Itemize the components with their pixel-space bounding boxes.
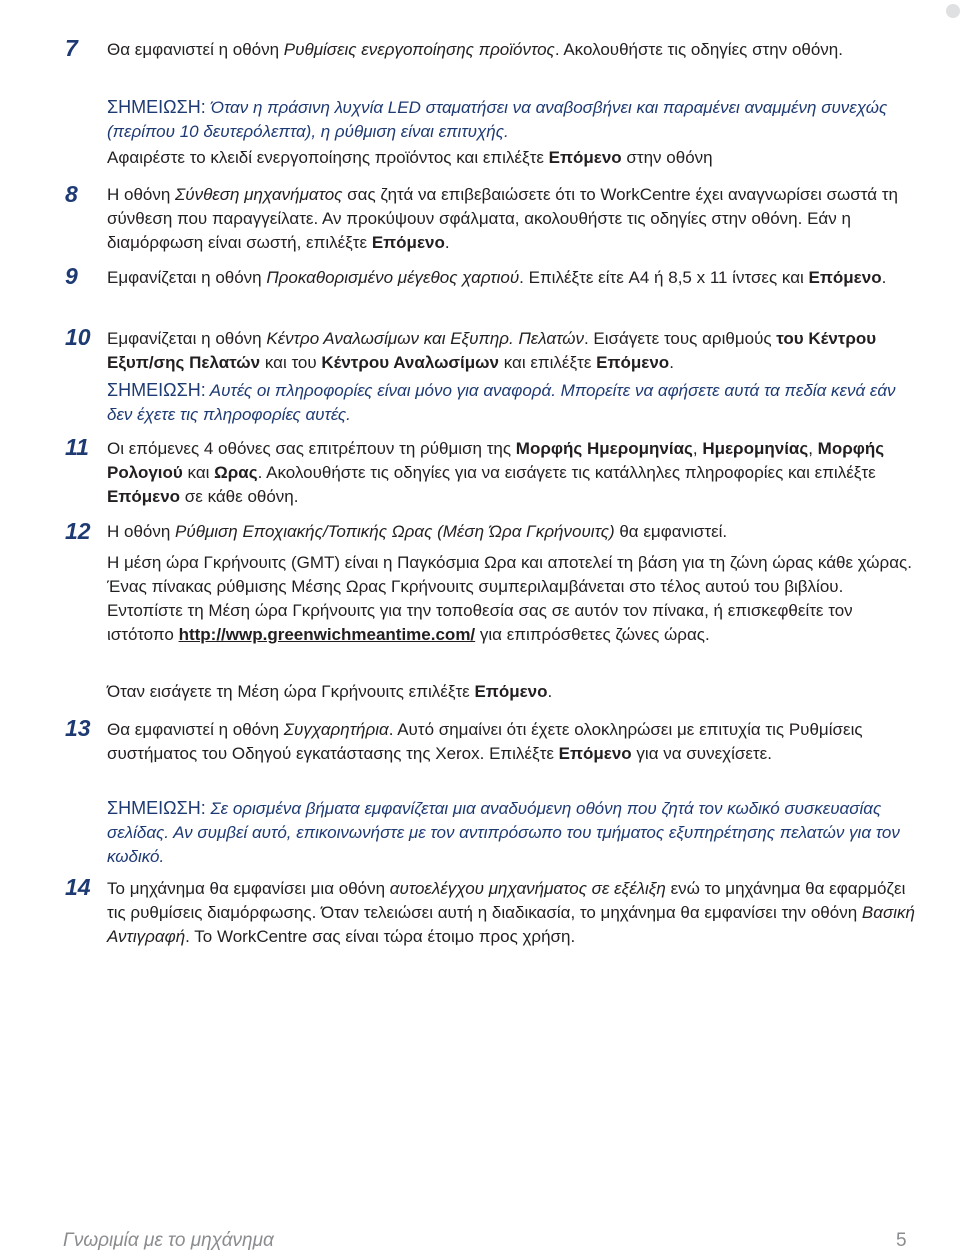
text-run: Όταν εισάγετε τη Μέση ώρα Γκρήνουιτς επιλέξτε <box>107 682 475 701</box>
screen-name: Προκαθορισμένο μέγεθος χαρτιού <box>266 268 520 287</box>
step-number-7: 7 <box>65 35 78 61</box>
text-run: σας ζητά να επιβεβαιώσετε ότι το WorkCentre έχει αναγνωρίσει σωστά τη σύνθεση που παραγγείλατε. Αν προκύψουν σφάλματα, ακολουθήστε τις οδηγίες στην οθόνη. Εάν η διαμόρφωση είναι σωστή, επιλέξτε <box>107 185 898 252</box>
text-run: Εμφανίζεται η οθόνη <box>107 329 267 348</box>
note-text: Σε ορισμένα βήματα εμφανίζεται μια αναδυόμενη οθόνη που ζητά τον κωδικό συσκευασίας σελίδας. Αν συμβεί αυτό, επικοινωνήστε με τον αντιπρόσωπο του τμήματος εξυπηρέτησης πελατών για τον κωδικό. <box>107 799 900 866</box>
next-keyword: Επόμενο <box>107 487 181 506</box>
bold-term: Μορφής Ημερομηνίας <box>515 439 693 458</box>
text-run: ενώ το μηχάνημα θα εφαρμόζει τις ρυθμίσεις διαμόρφωσης. Όταν τελειώσει αυτή η διαδικασία, το μηχάνημα θα εμφανίσει την οθόνη <box>107 879 906 922</box>
text-run: και επιλέξτε <box>499 353 597 372</box>
text-run: . <box>669 353 674 372</box>
bold-term: Ημερομηνίας <box>702 439 809 458</box>
step-number-8: 8 <box>65 181 78 207</box>
text-run: . Ακολουθήστε τις οδηγίες στην οθόνη. <box>554 40 843 59</box>
text-run: και του <box>260 353 322 372</box>
screen-name: Συγχαρητήρια <box>283 720 389 739</box>
screen-name: αυτοελέγχου μηχανήματος σε εξέλιξη <box>389 879 666 898</box>
text-run: . Επιλέξτε είτε A4 ή 8,5 x 11 ίντσες και <box>519 268 809 287</box>
text-run: , <box>692 439 703 458</box>
text-run: στην οθόνη <box>621 148 713 167</box>
text-run: . Το WorkCentre σας είναι τώρα έτοιμο προς χρήση. <box>185 927 576 946</box>
step-number-11: 11 <box>65 434 89 460</box>
step-number-14: 14 <box>65 874 91 900</box>
text-run: . Αυτό σημαίνει ότι έχετε ολοκληρώσει με επιτυχία τις Ρυθμίσεις συστήματος του Οδηγού εγκατάστασης της Xerox. Επιλέξτε <box>107 720 863 763</box>
text-run: Το μηχάνημα θα εμφανίσει μια οθόνη <box>107 879 390 898</box>
text-run: . Ακολουθήστε τις οδηγίες για να εισάγετε τις κατάλληλες πληροφορίες και επιλέξτε <box>257 463 876 482</box>
next-keyword: Επόμενο <box>558 744 632 763</box>
text-run: Η οθόνη <box>107 522 176 541</box>
step-10-instruction <box>107 327 915 375</box>
next-keyword: Επόμενο <box>596 353 670 372</box>
footer-page-number: 5 <box>896 1230 907 1251</box>
step-7-remove-key <box>107 146 915 170</box>
step-12-instruction <box>107 520 915 544</box>
note-label: ΣΗΜΕΙΩΣΗ: <box>107 97 206 117</box>
text-run: Οι επόμενες 4 οθόνες σας επιτρέπουν τη ρύθμιση της <box>107 439 516 458</box>
step-13-note <box>107 796 915 869</box>
step-14-instruction <box>107 877 915 949</box>
bold-term: Ωρας <box>214 463 258 482</box>
screen-name: Βασική Αντιγραφή <box>107 903 915 946</box>
step-10-note <box>107 378 915 427</box>
next-keyword: Επόμενο <box>474 682 548 701</box>
text-run: Η οθόνη <box>107 185 176 204</box>
step-number-10: 10 <box>65 324 91 350</box>
step-11-instruction <box>107 437 915 509</box>
text-run: . <box>881 268 887 287</box>
bold-term: Μορφής Ρολογιού <box>107 439 885 482</box>
step-number-13: 13 <box>65 715 91 741</box>
text-run: Εμφανίζεται η οθόνη <box>107 268 267 287</box>
step-number-12: 12 <box>65 518 91 544</box>
step-9-instruction <box>107 266 915 290</box>
text-run: Η μέση ώρα Γκρήνουιτς (GMT) είναι η Παγκόσμια Ωρα και αποτελεί τη βάση για τη ζώνη ώρας κάθε χώρας. Ένας πίνακας ρύθμισης Μέσης Ωρας Γκρήνουιτς συμπεριλαμβάνεται στο τέλος αυτού του βιβλίου. Εντοπίστε τη Μέση ώρα Γκρήνουιτς για την τοποθεσία σας σε αυτόν τον πίνακα, ή επισκεφθείτε τον ιστότοπο <box>107 553 912 644</box>
step-7-note <box>107 95 915 144</box>
screen-name: Ρύθμιση Εποχιακής/Τοπικής Ωρας (Μέση Ώρα Γκρήνουιτς) <box>175 522 615 541</box>
step-number-9: 9 <box>65 263 78 289</box>
text-run: . Εισάγετε τους αριθμούς <box>583 329 777 348</box>
next-keyword: Επόμενο <box>371 233 445 252</box>
next-keyword: Επόμενο <box>548 148 622 167</box>
note-label: ΣΗΜΕΙΩΣΗ: <box>107 380 206 400</box>
text-run: για επιπρόσθετες ζώνες ώρας. <box>475 625 710 644</box>
next-keyword: Επόμενο <box>808 268 882 287</box>
text-run: θα εμφανιστεί. <box>614 522 728 541</box>
text-run: σε κάθε οθόνη. <box>180 487 299 506</box>
text-run: Αφαιρέστε το κλειδί ενεργοποίησης προϊόντος και επιλέξτε <box>107 148 549 167</box>
corner-decoration <box>946 4 960 18</box>
note-label: ΣΗΜΕΙΩΣΗ: <box>107 798 206 818</box>
step-12-confirm <box>107 680 915 704</box>
screen-name: Ρυθμίσεις ενεργοποίησης προϊόντος <box>283 40 555 59</box>
text-run: και <box>182 463 215 482</box>
text-run: . <box>444 233 450 252</box>
text-run: , <box>808 439 818 458</box>
text-run: . <box>547 682 553 701</box>
note-text: Όταν η πράσινη λυχνία LED σταματήσει να αναβοσβήνει και παραμένει αναμμένη συνεχώς (περίπου 10 δευτερόλεπτα), η ρύθμιση είναι επιτυχής. <box>107 98 888 141</box>
bold-term: Κέντρου Αναλωσίμων <box>321 353 499 372</box>
screen-name: Κέντρο Αναλωσίμων και Εξυπηρ. Πελατών <box>266 329 584 348</box>
bold-term: του Κέντρου Εξυπ/σης Πελατών <box>107 329 877 372</box>
text-run: Θα εμφανιστεί η οθόνη <box>107 720 284 739</box>
greenwich-link[interactable]: http://wwp.greenwichmeantime.com/ <box>178 625 476 644</box>
step-13-instruction <box>107 718 915 766</box>
footer-section-title: Γνωριμία με το μηχάνημα <box>63 1230 274 1251</box>
text-run: για να συνεχίσετε. <box>631 744 772 763</box>
screen-name: Σύνθεση μηχανήματος <box>175 185 343 204</box>
note-text: Αυτές οι πληροφορίες είναι μόνο για αναφορά. Μπορείτε να αφήσετε αυτά τα πεδία κενά εάν δεν έχετε τις πληροφορίες αυτές. <box>107 381 896 424</box>
step-8-instruction <box>107 183 915 255</box>
step-7-instruction <box>107 38 915 62</box>
text-run: Θα εμφανιστεί η οθόνη <box>107 40 284 59</box>
step-12-gmt-info <box>107 551 915 647</box>
